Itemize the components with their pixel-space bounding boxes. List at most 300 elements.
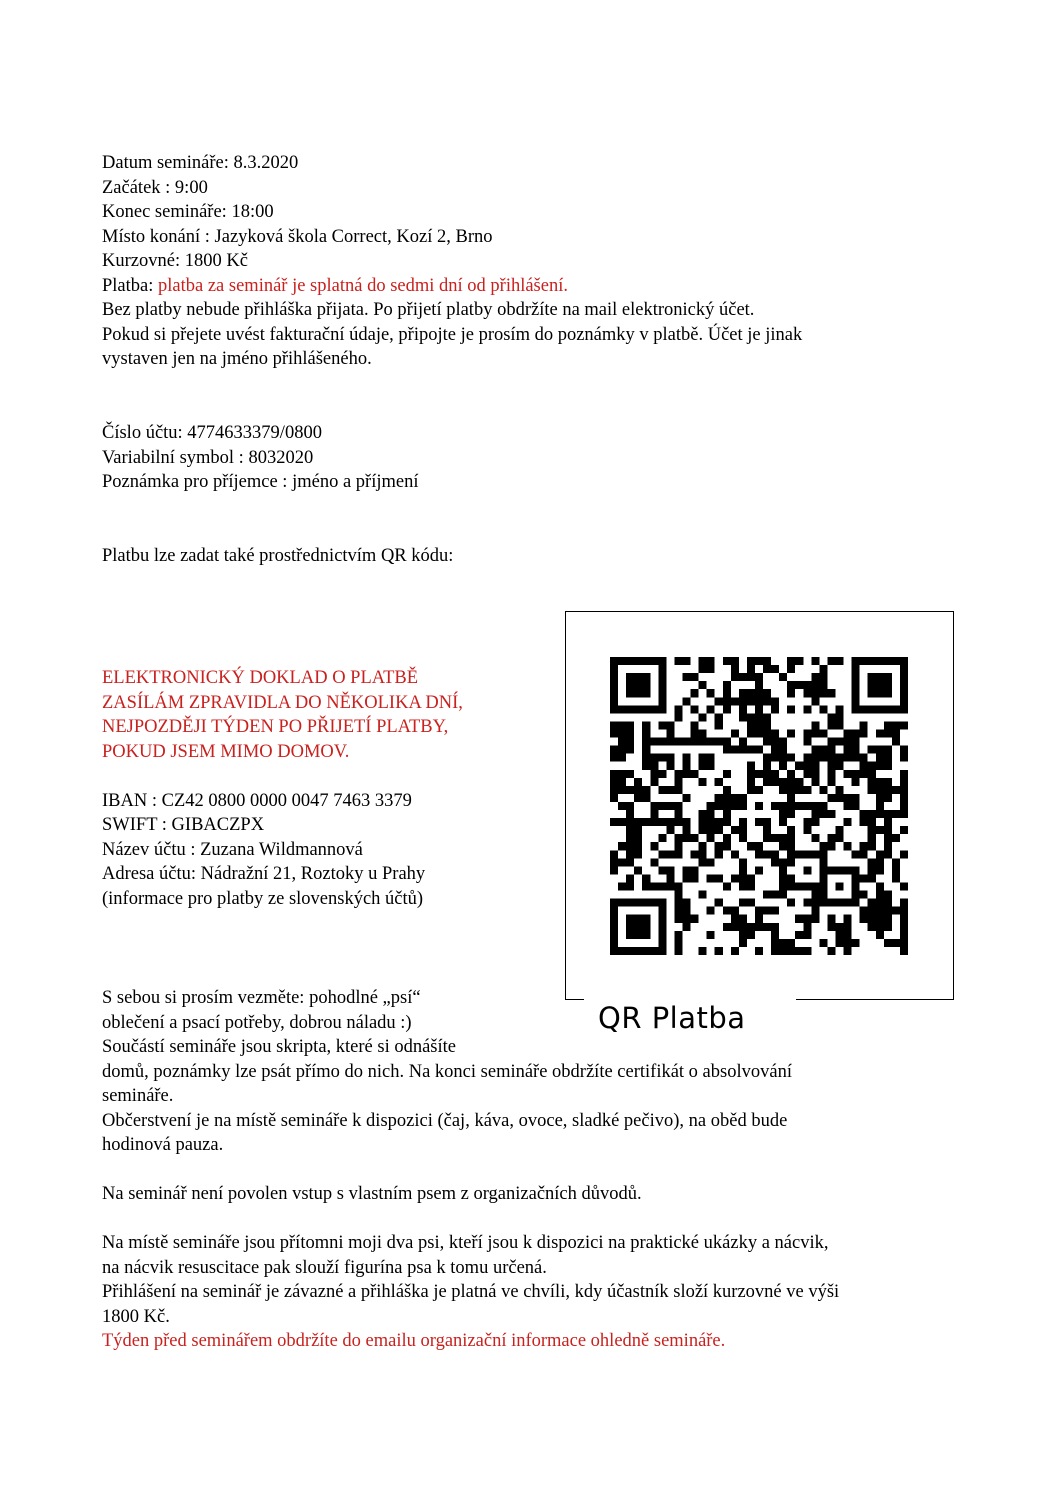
qr-module <box>827 762 835 770</box>
seminar-fee: Kurzovné: 1800 Kč <box>102 251 248 271</box>
qr-module <box>747 689 755 697</box>
qr-module <box>876 907 884 915</box>
qr-module <box>610 794 618 802</box>
qr-module <box>763 762 771 770</box>
qr-module <box>666 786 674 794</box>
qr-module <box>868 923 876 931</box>
qr-module <box>876 883 884 891</box>
qr-module <box>779 866 787 874</box>
qr-module <box>658 665 666 673</box>
swift: SWIFT : GIBACZPX <box>102 815 265 835</box>
qr-module <box>852 939 860 947</box>
qr-module <box>844 818 852 826</box>
qr-module <box>755 697 763 705</box>
qr-module <box>811 891 819 899</box>
qr-module <box>739 705 747 713</box>
qr-module <box>618 818 626 826</box>
qr-module <box>803 705 811 713</box>
qr-module <box>723 923 731 931</box>
qr-module <box>763 770 771 778</box>
qr-module <box>876 899 884 907</box>
qr-module <box>844 866 852 874</box>
qr-module <box>836 923 844 931</box>
qr-module <box>868 778 876 786</box>
qr-module <box>900 850 908 858</box>
qr-module <box>876 778 884 786</box>
qr-module <box>860 770 868 778</box>
qr-module <box>626 673 634 681</box>
qr-module <box>844 754 852 762</box>
qr-module <box>682 754 690 762</box>
qr-module <box>900 826 908 834</box>
account-number: Číslo účtu: 4774633379/0800 <box>102 423 322 443</box>
qr-module <box>868 810 876 818</box>
qr-module <box>634 786 642 794</box>
qr-module <box>852 681 860 689</box>
qr-module <box>666 818 674 826</box>
qr-module <box>747 786 755 794</box>
qr-module <box>707 705 715 713</box>
qr-module <box>844 899 852 907</box>
qr-module <box>779 810 787 818</box>
qr-module <box>860 754 868 762</box>
account-name: Název účtu : Zuzana Wildmannová <box>102 840 363 860</box>
qr-module <box>674 810 682 818</box>
qr-module <box>626 705 634 713</box>
qr-module <box>787 689 795 697</box>
qr-module <box>787 794 795 802</box>
receipt-notice-line2: ZASÍLÁM ZPRAVIDLA DO NĚKOLIKA DNÍ, <box>102 693 463 713</box>
account-address: Adresa účtu: Nádražní 21, Roztoky u Prahy <box>102 864 426 884</box>
qr-module <box>731 802 739 810</box>
qr-module <box>811 899 819 907</box>
qr-module <box>634 947 642 955</box>
qr-module <box>642 681 650 689</box>
qr-module <box>618 899 626 907</box>
qr-module <box>876 681 884 689</box>
bring-line1: S sebou si prosím vezměte: pohodlné „psí“ <box>102 988 421 1008</box>
qr-module <box>779 883 787 891</box>
qr-module <box>658 705 666 713</box>
qr-code-image <box>610 657 908 955</box>
qr-module <box>610 931 618 939</box>
qr-module <box>803 931 811 939</box>
qr-module <box>650 802 658 810</box>
qr-module <box>844 915 852 923</box>
qr-module <box>666 754 674 762</box>
qr-module <box>618 883 626 891</box>
qr-module <box>755 681 763 689</box>
qr-module <box>884 786 892 794</box>
qr-module <box>691 721 699 729</box>
qr-module <box>803 850 811 858</box>
qr-module <box>731 915 739 923</box>
qr-module <box>658 883 666 891</box>
qr-module <box>739 834 747 842</box>
qr-module <box>642 931 650 939</box>
qr-module <box>699 665 707 673</box>
qr-module <box>658 866 666 874</box>
qr-module <box>771 665 779 673</box>
qr-module <box>634 794 642 802</box>
qr-module <box>868 907 876 915</box>
payment-line <box>102 274 568 298</box>
qr-module <box>787 657 795 665</box>
qr-module <box>836 794 844 802</box>
qr-module <box>779 802 787 810</box>
qr-module <box>900 923 908 931</box>
qr-module <box>618 947 626 955</box>
qr-module <box>803 762 811 770</box>
qr-module <box>787 729 795 737</box>
qr-module <box>827 713 835 721</box>
qr-module <box>827 778 835 786</box>
qr-module <box>811 834 819 842</box>
qr-module <box>650 754 658 762</box>
qr-module <box>715 802 723 810</box>
qr-module <box>674 899 682 907</box>
qr-module <box>819 866 827 874</box>
qr-module <box>811 802 819 810</box>
qr-module <box>666 729 674 737</box>
qr-module <box>803 754 811 762</box>
qr-module <box>884 826 892 834</box>
qr-module <box>731 746 739 754</box>
qr-module <box>723 657 731 665</box>
qr-module <box>892 810 900 818</box>
qr-module <box>634 673 642 681</box>
qr-module <box>731 907 739 915</box>
qr-module <box>836 939 844 947</box>
qr-module <box>610 939 618 947</box>
qr-module <box>674 931 682 939</box>
qr-module <box>634 915 642 923</box>
qr-module <box>771 834 779 842</box>
qr-module <box>626 818 634 826</box>
qr-module <box>674 713 682 721</box>
qr-module <box>868 681 876 689</box>
qr-module <box>634 899 642 907</box>
refreshments-line2: hodinová pauza. <box>102 1135 224 1155</box>
qr-module <box>626 689 634 697</box>
qr-module <box>844 939 852 947</box>
qr-module <box>691 915 699 923</box>
qr-module <box>779 842 787 850</box>
qr-module <box>731 665 739 673</box>
qr-module <box>763 657 771 665</box>
qr-module <box>868 826 876 834</box>
qr-module <box>884 721 892 729</box>
qr-module <box>787 899 795 907</box>
qr-module <box>747 713 755 721</box>
qr-module <box>739 697 747 705</box>
qr-module <box>779 858 787 866</box>
qr-module <box>691 874 699 882</box>
qr-module <box>618 802 626 810</box>
qr-module <box>731 673 739 681</box>
qr-module <box>819 729 827 737</box>
qr-module <box>739 874 747 882</box>
qr-module <box>868 899 876 907</box>
qr-module <box>868 746 876 754</box>
qr-module <box>779 834 787 842</box>
qr-module <box>819 883 827 891</box>
qr-module <box>836 786 844 794</box>
qr-module <box>731 923 739 931</box>
qr-module <box>827 657 835 665</box>
qr-module <box>658 802 666 810</box>
qr-module <box>731 729 739 737</box>
qr-module <box>642 746 650 754</box>
qr-module <box>836 826 844 834</box>
qr-module <box>682 923 690 931</box>
qr-module <box>658 673 666 681</box>
qr-module <box>860 657 868 665</box>
seminar-date: Datum semináře: 8.3.2020 <box>102 153 299 173</box>
qr-module <box>642 947 650 955</box>
qr-module <box>779 673 787 681</box>
qr-module <box>787 681 795 689</box>
qr-module <box>811 721 819 729</box>
qr-module <box>739 866 747 874</box>
qr-module <box>763 891 771 899</box>
qr-module <box>682 907 690 915</box>
qr-module <box>650 810 658 818</box>
qr-module <box>771 754 779 762</box>
qr-module <box>626 850 634 858</box>
qr-intro: Platbu lze zadat také prostřednictvím QR kódu: <box>102 546 454 566</box>
qr-module <box>610 818 618 826</box>
qr-module <box>658 899 666 907</box>
qr-module <box>819 842 827 850</box>
qr-module <box>755 907 763 915</box>
qr-module <box>819 786 827 794</box>
qr-module <box>674 915 682 923</box>
qr-module <box>699 681 707 689</box>
qr-module <box>610 673 618 681</box>
qr-module <box>827 842 835 850</box>
qr-module <box>771 923 779 931</box>
qr-module <box>747 665 755 673</box>
qr-module <box>819 746 827 754</box>
qr-module <box>658 657 666 665</box>
qr-module <box>827 915 835 923</box>
qr-module <box>876 746 884 754</box>
qr-module <box>642 883 650 891</box>
qr-module <box>626 721 634 729</box>
qr-module <box>900 770 908 778</box>
qr-module <box>666 883 674 891</box>
qr-module <box>876 786 884 794</box>
qr-module <box>795 778 803 786</box>
qr-module <box>674 738 682 746</box>
qr-module <box>836 738 844 746</box>
qr-module <box>666 826 674 834</box>
qr-module <box>755 842 763 850</box>
qr-module <box>860 850 868 858</box>
qr-module <box>876 826 884 834</box>
qr-module <box>626 931 634 939</box>
qr-module <box>682 834 690 842</box>
qr-module <box>803 923 811 931</box>
qr-module <box>868 858 876 866</box>
qr-module <box>900 802 908 810</box>
qr-module <box>795 947 803 955</box>
qr-module <box>674 786 682 794</box>
qr-module <box>827 923 835 931</box>
qr-module <box>739 883 747 891</box>
qr-module <box>787 802 795 810</box>
qr-module <box>803 786 811 794</box>
qr-module <box>892 939 900 947</box>
qr-module <box>771 802 779 810</box>
qr-module <box>803 729 811 737</box>
qr-module <box>699 826 707 834</box>
qr-module <box>868 915 876 923</box>
qr-module <box>827 754 835 762</box>
qr-module <box>626 915 634 923</box>
qr-module <box>795 762 803 770</box>
qr-module <box>626 729 634 737</box>
qr-module <box>715 899 723 907</box>
qr-module <box>763 778 771 786</box>
qr-module <box>626 923 634 931</box>
qr-module <box>868 657 876 665</box>
qr-module <box>650 705 658 713</box>
qr-module <box>892 834 900 842</box>
qr-module <box>787 778 795 786</box>
qr-module <box>860 721 868 729</box>
qr-module <box>827 721 835 729</box>
qr-module <box>642 657 650 665</box>
qr-module <box>771 705 779 713</box>
qr-module <box>755 786 763 794</box>
qr-module <box>892 729 900 737</box>
qr-module <box>844 738 852 746</box>
qr-module <box>723 834 731 842</box>
qr-module <box>610 697 618 705</box>
qr-module <box>852 738 860 746</box>
qr-module <box>795 850 803 858</box>
qr-module <box>811 907 819 915</box>
qr-module <box>674 834 682 842</box>
qr-module <box>860 842 868 850</box>
qr-module <box>699 729 707 737</box>
qr-module <box>674 770 682 778</box>
qr-module <box>779 754 787 762</box>
qr-module <box>699 891 707 899</box>
qr-module <box>674 947 682 955</box>
qr-module <box>900 947 908 955</box>
qr-module <box>610 947 618 955</box>
qr-module <box>755 673 763 681</box>
qr-module <box>699 713 707 721</box>
qr-module <box>618 729 626 737</box>
qr-module <box>884 939 892 947</box>
qr-module <box>634 923 642 931</box>
qr-module <box>642 754 650 762</box>
qr-module <box>634 834 642 842</box>
qr-module <box>836 754 844 762</box>
qr-module <box>658 681 666 689</box>
qr-module <box>674 705 682 713</box>
qr-module <box>900 786 908 794</box>
qr-module <box>852 891 860 899</box>
qr-module <box>819 899 827 907</box>
qr-module <box>739 858 747 866</box>
qr-module <box>860 915 868 923</box>
qr-module <box>763 721 771 729</box>
qr-module <box>852 705 860 713</box>
qr-module <box>844 794 852 802</box>
qr-module <box>876 858 884 866</box>
scripts-line3: semináře. <box>102 1086 174 1106</box>
qr-module <box>699 858 707 866</box>
qr-module <box>666 762 674 770</box>
qr-module <box>868 689 876 697</box>
qr-module <box>658 931 666 939</box>
qr-module <box>618 858 626 866</box>
qr-module <box>819 665 827 673</box>
qr-module <box>666 850 674 858</box>
qr-module <box>876 729 884 737</box>
qr-module <box>682 866 690 874</box>
qr-module <box>691 689 699 697</box>
qr-module <box>811 673 819 681</box>
qr-module <box>900 931 908 939</box>
qr-module <box>892 858 900 866</box>
qr-module <box>610 657 618 665</box>
qr-module <box>771 858 779 866</box>
qr-module <box>771 770 779 778</box>
variable-symbol: Variabilní symbol : 8032020 <box>102 448 314 468</box>
qr-module <box>771 729 779 737</box>
qr-module <box>827 746 835 754</box>
qr-module <box>884 915 892 923</box>
qr-module <box>723 786 731 794</box>
qr-module <box>739 713 747 721</box>
slovak-accounts-note: (informace pro platby ze slovenských účtů) <box>102 889 424 909</box>
qr-module <box>610 665 618 673</box>
qr-module <box>763 834 771 842</box>
qr-module <box>739 899 747 907</box>
qr-module <box>747 729 755 737</box>
qr-module <box>836 899 844 907</box>
qr-module <box>876 794 884 802</box>
qr-module <box>739 746 747 754</box>
qr-module <box>884 907 892 915</box>
qr-module <box>844 947 852 955</box>
qr-module <box>658 923 666 931</box>
qr-module <box>811 657 819 665</box>
qr-module <box>868 866 876 874</box>
qr-module <box>682 826 690 834</box>
qr-module <box>900 657 908 665</box>
qr-module <box>779 947 787 955</box>
qr-module <box>739 794 747 802</box>
qr-module <box>852 754 860 762</box>
qr-module <box>723 689 731 697</box>
qr-module <box>787 770 795 778</box>
qr-module <box>642 794 650 802</box>
qr-module <box>707 858 715 866</box>
qr-module <box>682 657 690 665</box>
qr-module <box>626 826 634 834</box>
qr-module <box>642 923 650 931</box>
qr-module <box>892 874 900 882</box>
qr-module <box>658 689 666 697</box>
qr-module <box>739 931 747 939</box>
